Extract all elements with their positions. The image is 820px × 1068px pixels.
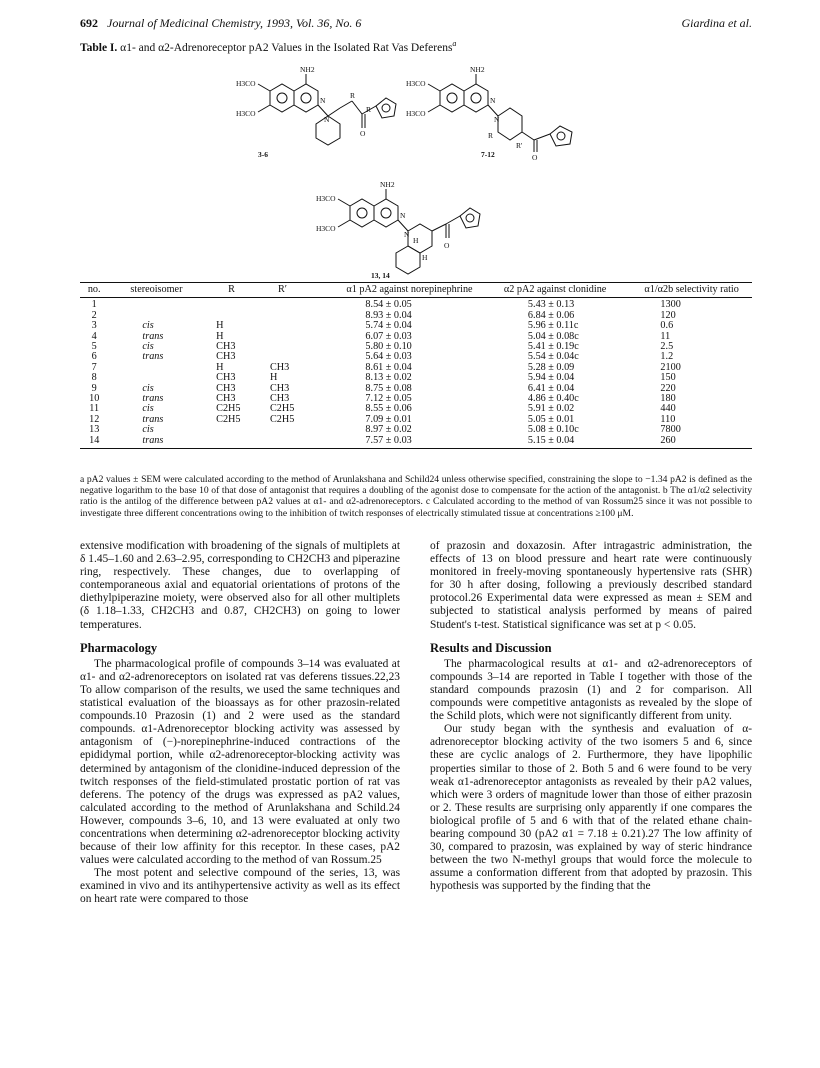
structures-svg	[200, 56, 620, 280]
svg-text:H: H	[422, 253, 428, 262]
pa2-values-table	[80, 282, 752, 449]
substituent-r-prime-cell	[268, 436, 320, 449]
alpha2-pa2-cell: 5.08 ± 0.10c	[527, 424, 579, 436]
row-number-cell: 12	[89, 413, 100, 425]
table-row	[80, 352, 752, 362]
alpha1-pa2-cell: 8.54 ± 0.05	[365, 299, 412, 311]
alpha1-pa2-cell: 5.80 ± 0.10	[365, 341, 412, 353]
alpha1-pa2-cell: 8.55 ± 0.06	[365, 403, 412, 415]
page-number: 692	[80, 16, 98, 30]
selectivity-ratio-cell: 1.2	[660, 351, 674, 363]
svg-text:H: H	[413, 236, 419, 245]
substituent-r-prime-cell	[268, 321, 320, 331]
table-footnote: a pA2 values ± SEM were calculated according to the method of Arunlakshana and Schild24 unless otherwise specified, constraining the slope to −1.34 pA2 is defined as the negative logarithm to the base 10 of that dose of antagonist that requires a doubling of the agonist dose to compensate for the action of the antagonist. b The α1/α2 selectivity ratio is the antilog of the difference between pA2 values at α1- and α2-adrenoreceptors. c Calculated according to the method of van Rossum25 since it was not possible to investigate three different concentrations owing to the inhibition of twitch responses of electrically stimulated tissue at concentrations ≥100 μM.	[80, 474, 752, 519]
alpha2-pa2-cell: 5.43 ± 0.13	[527, 299, 575, 311]
row-number-cell: 8	[91, 372, 97, 384]
svg-text:R: R	[350, 91, 356, 100]
alpha2-pa2-cell: 5.41 ± 0.19c	[527, 341, 579, 353]
column-header-r-prime: R′	[268, 283, 320, 298]
substituent-r-prime-cell: CH3	[269, 382, 290, 394]
svg-text:H3CO: H3CO	[236, 79, 256, 88]
table-row	[80, 373, 752, 383]
table-row	[80, 332, 752, 342]
svg-text:R': R'	[516, 141, 523, 150]
table-body	[80, 298, 752, 449]
caption-footnote-mark: a	[452, 39, 457, 48]
substituent-r-cell: H	[216, 320, 224, 332]
paragraph: The pharmacological profile of compounds 3–14 was evaluated at α1- and α2-adrenoreceptors on isolated rat vas deferens tissues.22,23 To allow comparison of the results, we used the same techniques and statistical evaluation of the bioassays as for other prazosin-related compounds.10 Prazosin (1) and 2 were used as the standard compounds. α1-Adrenoreceptor blocking activity was assessed by antagonism of (−)-norepinephrine-induced contractions of the epididymal portion, while α2-adrenoreceptor-blocking activity was determined by antagonism of the clonidine-induced depression of the twitch responses of the field-stimulated prostatic portion of rat vas deferens. The potency of the drugs was expressed as pA2 values, calculated according to the method of Arunlakshana and Schild.24 However, compounds 3–6, 10, and 13 were evaluated at only two concentrations when determining α2-adrenoreceptor blocking activity because of their low affinity for this receptor. In these cases, pA2 values were calculated according to the method of van Rossum.25	[80, 657, 400, 867]
alpha2-pa2-cell: 5.28 ± 0.09	[527, 361, 575, 373]
stereoisomer-cell: cis	[142, 424, 154, 436]
alpha2-pa2-cell: 5.04 ± 0.08c	[527, 330, 579, 342]
substituent-r-prime-cell	[268, 311, 320, 321]
paragraph: extensive modification with broadening of the signals of multiplets at δ 1.45–1.60 and 2.63–2.95, corresponding to CH2CH3 and piperazine ring, respectively. These changes, due to overlapping of contemporaneous axial and equatorial orientations of protons of the diethylpiperazine moiety, were observed also for all other multiplets (δ 1.18–1.33, CH2CH3 and 0.87, CH2CH3) on going to lower temperatures.	[80, 540, 400, 631]
stereoisomer-cell	[108, 298, 214, 311]
table-row	[80, 425, 752, 435]
svg-text:N: N	[324, 115, 330, 124]
alpha1-pa2-cell: 5.74 ± 0.04	[365, 320, 412, 332]
alpha2-pa2-cell: 5.91 ± 0.02	[527, 403, 575, 415]
table-row	[80, 321, 752, 331]
row-number-cell: 13	[89, 424, 100, 436]
row-number-cell: 6	[91, 351, 97, 363]
alpha2-pa2-cell: 6.84 ± 0.06	[527, 309, 575, 321]
table-label: Table I.	[80, 41, 118, 54]
structure-label-3-6: 3-6	[258, 150, 268, 159]
alpha1-pa2-cell: 8.93 ± 0.04	[365, 309, 412, 321]
row-number-cell: 7	[91, 361, 97, 373]
selectivity-ratio-cell: 440	[660, 403, 676, 415]
alpha1-pa2-cell: 6.07 ± 0.03	[365, 330, 412, 342]
selectivity-ratio-cell: 110	[660, 413, 676, 425]
alpha1-pa2-cell: 5.64 ± 0.03	[365, 351, 412, 363]
svg-text:N: N	[490, 96, 496, 105]
row-number-cell: 10	[89, 393, 100, 405]
svg-text:NH2: NH2	[380, 180, 395, 189]
table-row	[80, 436, 752, 449]
substituent-r-cell: CH3	[216, 372, 236, 384]
section-heading-results: Results and Discussion	[430, 640, 552, 655]
table-row	[80, 298, 752, 311]
substituent-r-cell: H	[216, 361, 224, 373]
substituent-r-cell	[214, 436, 268, 449]
svg-text:O: O	[360, 129, 366, 138]
stereoisomer-cell: cis	[142, 341, 154, 353]
row-number-cell: 5	[91, 341, 97, 353]
selectivity-ratio-cell: 260	[642, 436, 752, 449]
svg-text:H3CO: H3CO	[236, 109, 256, 118]
alpha2-pa2-cell: 5.94 ± 0.04	[527, 372, 575, 384]
substituent-r-prime-cell: CH3	[269, 361, 290, 373]
atom-labels	[236, 65, 538, 262]
author-credit: Giardina et al.	[681, 16, 752, 30]
svg-text:H3CO: H3CO	[406, 79, 426, 88]
substituent-r-prime-cell	[268, 425, 320, 435]
structure-3-6	[258, 74, 396, 145]
substituent-r-cell	[214, 425, 268, 435]
selectivity-ratio-cell: 11	[660, 330, 671, 342]
table-caption	[80, 39, 752, 54]
chemical-structures	[200, 56, 620, 280]
paragraph: of prazosin and doxazosin. After intragastric administration, the effects of 13 on blood pressure and heart rate were continuously monitored in freely-moving spontaneously hypertensive rats (SHR) for 30 h after dosing, following a previously described standard protocol.26 Experimental data were expressed as mean ± SEM and subjected to statistical analysis performed by means of paired Student's t-test. Statistical significance was set at p < 0.05.	[430, 540, 752, 631]
selectivity-ratio-cell: 2.5	[660, 341, 674, 353]
svg-text:N: N	[404, 230, 410, 239]
row-number-cell: 4	[91, 330, 97, 342]
row-number-cell: 1	[91, 299, 97, 311]
structure-label-7-12: 7-12	[481, 150, 495, 159]
selectivity-ratio-cell: 120	[660, 309, 676, 321]
table-title: α1- and α2-Adrenoreceptor pA2 Values in the Isolated Rat Vas Deferens	[120, 41, 453, 54]
svg-text:O: O	[444, 241, 450, 250]
structure-7-12	[428, 74, 572, 152]
svg-text:NH2: NH2	[470, 65, 485, 74]
table-row	[80, 404, 752, 414]
selectivity-ratio-cell: 220	[660, 382, 676, 394]
alpha1-pa2-cell: 8.13 ± 0.02	[365, 372, 412, 384]
column-header-stereoisomer: stereoisomer	[108, 283, 214, 298]
stereoisomer-cell: trans	[142, 330, 164, 342]
stereoisomer-cell: trans	[142, 351, 164, 363]
alpha1-pa2-cell: 7.12 ± 0.05	[365, 393, 412, 405]
row-number-cell: 14	[80, 436, 108, 449]
table-header-row	[80, 283, 752, 298]
substituent-r-cell: CH3	[216, 341, 236, 353]
svg-text:O: O	[532, 153, 538, 162]
svg-text:N: N	[320, 96, 326, 105]
table-row	[80, 394, 752, 404]
substituent-r-prime-cell: H	[269, 372, 278, 384]
selectivity-ratio-cell: 180	[660, 393, 676, 405]
selectivity-ratio-cell: 1300	[660, 299, 681, 311]
substituent-r-prime-cell	[268, 298, 320, 311]
alpha1-pa2-cell: 8.97 ± 0.02	[365, 424, 412, 436]
column-header-selectivity: α1/α2b selectivity ratio	[642, 283, 752, 298]
section-heading-pharmacology: Pharmacology	[80, 640, 158, 655]
substituent-r-prime-cell: C2H5	[269, 403, 295, 415]
stereoisomer-cell: cis	[142, 403, 154, 415]
table-row	[80, 415, 752, 425]
right-column	[430, 540, 752, 893]
stereoisomer-cell: trans	[142, 393, 164, 405]
alpha1-pa2-cell: 8.61 ± 0.04	[365, 361, 412, 373]
row-number-cell: 9	[91, 382, 97, 394]
svg-text:N: N	[400, 211, 406, 220]
alpha2-pa2-cell: 5.54 ± 0.04c	[527, 351, 579, 363]
substituent-r-cell: CH3	[216, 393, 236, 405]
alpha2-pa2-cell: 4.86 ± 0.40c	[527, 393, 579, 405]
alpha1-pa2-cell: 7.57 ± 0.03	[320, 436, 488, 449]
selectivity-ratio-cell: 2100	[660, 361, 681, 373]
alpha2-pa2-cell: 6.41 ± 0.04	[527, 382, 575, 394]
row-number-cell: 11	[89, 403, 100, 415]
svg-text:R: R	[366, 105, 372, 114]
table-row	[80, 363, 752, 373]
column-header-r: R	[214, 283, 268, 298]
svg-text:H3CO: H3CO	[316, 194, 336, 203]
svg-text:H3CO: H3CO	[316, 224, 336, 233]
alpha1-pa2-cell: 7.09 ± 0.01	[365, 413, 412, 425]
stereoisomer-cell	[108, 311, 214, 321]
running-head	[80, 16, 752, 32]
substituent-r-prime-cell	[268, 332, 320, 342]
stereoisomer-cell: cis	[142, 382, 154, 394]
alpha2-pa2-cell: 5.96 ± 0.11c	[527, 320, 579, 332]
structure-label-13-14: 13, 14	[371, 271, 390, 280]
svg-text:R: R	[488, 131, 494, 140]
selectivity-ratio-cell: 150	[660, 372, 676, 384]
substituent-r-prime-cell	[268, 342, 320, 352]
column-header-alpha2: α2 pA2 against clonidine	[488, 283, 643, 298]
substituent-r-prime-cell: C2H5	[269, 413, 295, 425]
table-row	[80, 311, 752, 321]
alpha2-pa2-cell: 5.15 ± 0.04	[488, 436, 643, 449]
selectivity-ratio-cell: 7800	[660, 424, 681, 436]
row-number-cell: 2	[91, 309, 97, 321]
substituent-r-cell: CH3	[216, 351, 236, 363]
table-row	[80, 342, 752, 352]
svg-text:N: N	[494, 115, 500, 124]
paragraph: The pharmacological results at α1- and α2-adrenoreceptors of compounds 3–14 are reported in Table I together with those of the standard compounds prazosin (1) and 2 for comparison. All compounds were competitive antagonists as revealed by the slope of the Schild plots, which were not significantly different from unity.	[430, 657, 752, 723]
column-header-no: no.	[80, 283, 108, 298]
stereoisomer-cell: trans	[108, 436, 214, 449]
journal-citation: Journal of Medicinal Chemistry, 1993, Vol. 36, No. 6	[107, 16, 362, 30]
stereoisomer-cell	[108, 373, 214, 383]
substituent-r-cell: C2H5	[216, 413, 241, 425]
alpha2-pa2-cell: 5.05 ± 0.01	[527, 413, 575, 425]
left-column	[80, 540, 400, 907]
column-header-alpha1: α1 pA2 against norepinephrine	[320, 283, 488, 298]
substituent-r-cell: CH3	[216, 382, 236, 394]
svg-text:NH2: NH2	[300, 65, 315, 74]
stereoisomer-cell	[108, 363, 214, 373]
table-row	[80, 384, 752, 394]
substituent-r-cell: H	[216, 330, 224, 342]
paragraph: Our study began with the synthesis and evaluation of α-adrenoreceptor blocking activity of the two isomers 5 and 6, since these are cyclic analogs of 2. Furthermore, they have lipophilic properties similar to those of 2. Both 5 and 6 were found to be very weak α1-adrenoreceptor antagonists as revealed by their pA2 values, which were 3 orders of magnitude lower than those of either prazosin or 2. These results are surprising only apparently if one compares the biological profile of 5 and 6 with that of the related ethane chain-bearing compound 30 (pA2 α1 = 7.18 ± 0.21).27 The low affinity of 30, compared to prazosin, was explained by way of steric hindrance between the two N-methyl groups that would force the molecule to assume a conformation different from that adopted by prazosin. This hypothesis was supported by the finding that the	[430, 723, 752, 893]
substituent-r-cell: C2H5	[216, 403, 241, 415]
selectivity-ratio-cell: 0.6	[660, 320, 674, 332]
svg-text:H3CO: H3CO	[406, 109, 426, 118]
substituent-r-prime-cell: CH3	[269, 393, 290, 405]
alpha1-pa2-cell: 8.75 ± 0.08	[365, 382, 412, 394]
row-number-cell: 3	[91, 320, 97, 332]
paragraph: The most potent and selective compound of the series, 13, was examined in vivo and its antihypertensive activity as well as its effect on heart rate were compared to those	[80, 867, 400, 906]
stereoisomer-cell: cis	[142, 320, 154, 332]
stereoisomer-cell: trans	[142, 413, 164, 425]
substituent-r-cell	[214, 298, 268, 311]
